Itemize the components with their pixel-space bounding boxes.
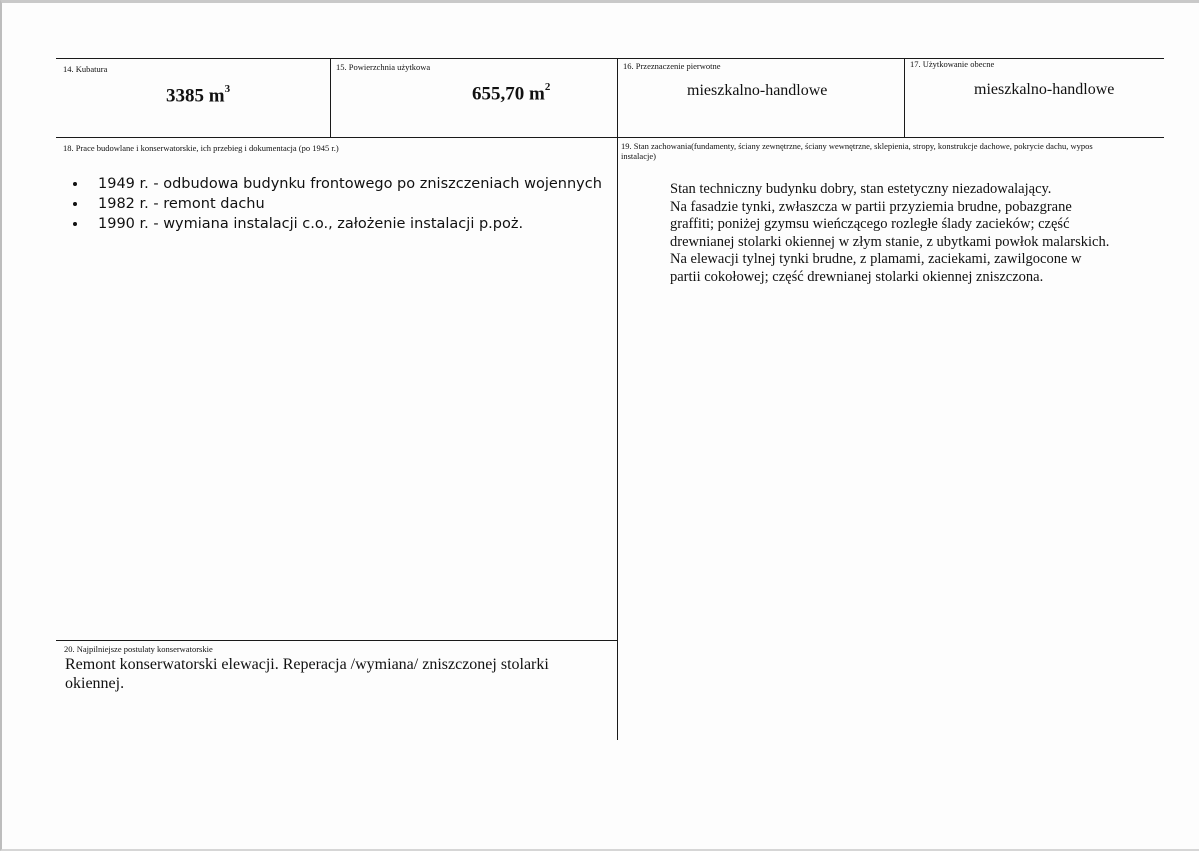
uzytkowanie-label: 17. Użytkowanie obecne <box>910 59 995 69</box>
kubatura-exponent: 3 <box>224 83 231 95</box>
list-item: • 1990 r. - wymiana instalacji c.o., założenie instalacji p.poż. <box>88 214 602 234</box>
col-divider-2 <box>617 58 618 740</box>
prace-list <box>64 174 602 234</box>
postulaty-label: 20. Najpilniejsze postulaty konserwatorskie <box>64 644 213 654</box>
powierzchnia-label: 15. Powierzchnia użytkowa <box>336 62 431 72</box>
stan-paragraph: Stan techniczny budynku dobry, stan estetyczny niezadowalający. <box>670 181 1052 197</box>
kubatura-value <box>166 85 230 107</box>
postulaty-divider <box>56 640 618 641</box>
kubatura-label: 14. Kubatura <box>63 64 108 74</box>
stan-text <box>670 181 1110 286</box>
list-item: • 1949 r. - odbudowa budynku frontowego po zniszczeniach wojennych <box>88 174 602 194</box>
stan-paragraph: Na fasadzie tynki, zwłaszcza w partii przyziemia brudne, pobazgrane graffiti; poniżej gzymsu wieńczącego rozległe ślady zacieków; część drewnianej stolarki okiennej w złym stanie, z ubytkami powłok malarskich. <box>670 198 1110 250</box>
stan-label <box>621 141 1093 161</box>
powierzchnia-value <box>472 83 550 105</box>
stan-paragraph: Na elewacji tylnej tynki brudne, z plamami, zaciekami, zawilgocone w partii cokołowej; część drewnianej stolarki okiennej zniszczona. <box>670 251 1082 285</box>
uzytkowanie-value: mieszkalno-handlowe <box>974 81 1115 98</box>
top-rule <box>56 58 1164 59</box>
stan-label-line2: instalacje) <box>621 151 656 161</box>
powierzchnia-exponent: 2 <box>544 81 551 93</box>
powierzchnia-number: 655,70 m <box>472 83 545 105</box>
przeznaczenie-label: 16. Przeznaczenie pierwotne <box>623 61 721 71</box>
kubatura-number: 3385 m <box>166 85 225 107</box>
row-divider <box>56 137 1164 138</box>
list-item: • 1982 r. - remont dachu <box>88 194 602 214</box>
postulaty-text: Remont konserwatorski elewacji. Reperacja /wymiana/ zniszczonej stolarki okiennej. <box>65 656 549 692</box>
stan-label-line1: 19. Stan zachowania(fundamenty, ściany zewnętrzne, ściany wewnętrzne, sklepienia, stropy, konstrukcje dachowe, pokrycie dachu, wypos <box>621 141 1093 151</box>
col-divider-1 <box>330 58 331 138</box>
przeznaczenie-value: mieszkalno-handlowe <box>687 82 828 99</box>
prace-label: 18. Prace budowlane i konserwatorskie, ich przebieg i dokumentacja (po 1945 r.) <box>63 143 339 153</box>
col-divider-3 <box>904 58 905 138</box>
